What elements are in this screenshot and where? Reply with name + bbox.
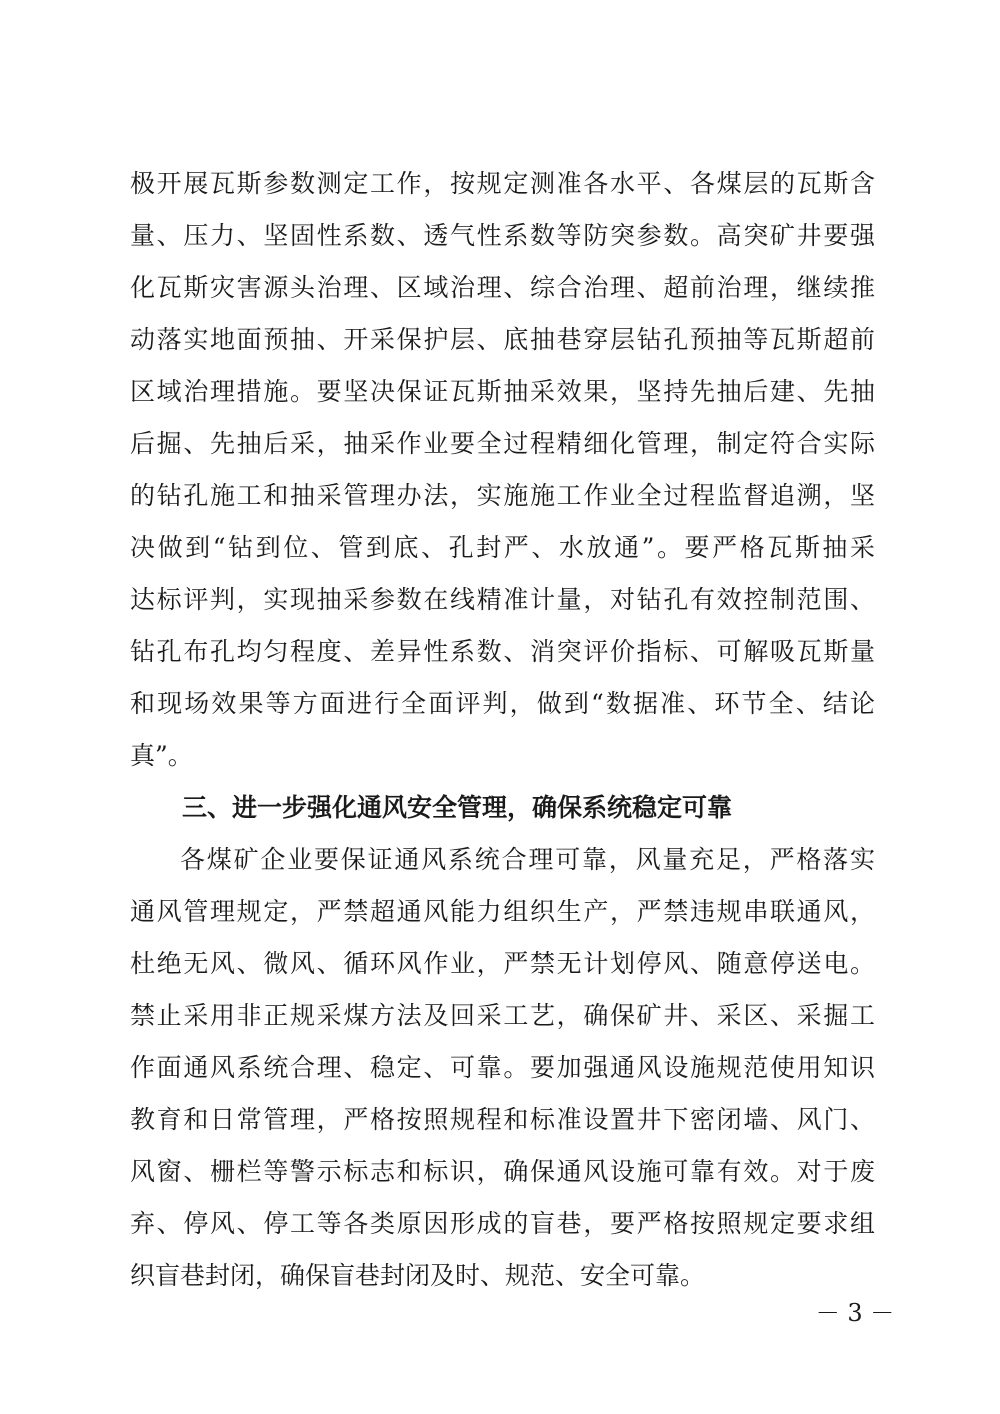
paragraph-line: 禁止采用非正规采煤方法及回采工艺，确保矿井、采区、采掘工 (130, 1001, 875, 1030)
paragraph-line: 织盲巷封闭，确保盲巷封闭及时、规范、安全可靠。 (130, 1261, 706, 1290)
paragraph-line: 弃、停风、停工等各类原因形成的盲巷，要严格按照规定要求组 (130, 1209, 875, 1238)
paragraph-line: 量、压力、坚固性系数、透气性系数等防突参数。高突矿井要强 (130, 221, 875, 250)
paragraph-line: 真”。 (130, 741, 193, 770)
paragraph-line: 通风管理规定，严禁超通风能力组织生产，严禁违规串联通风， (130, 897, 875, 926)
paragraph-line: 钻孔布孔均匀程度、差异性系数、消突评价指标、可解吸瓦斯量 (130, 637, 875, 666)
paragraph-line: 动落实地面预抽、开采保护层、底抽巷穿层钻孔预抽等瓦斯超前 (130, 325, 875, 354)
section-heading: 三、进一步强化通风安全管理，确保系统稳定可靠 (182, 793, 733, 822)
page-number: － 3 － (815, 1299, 895, 1327)
paragraph-line: 决做到“钻到位、管到底、孔封严、水放通”。要严格瓦斯抽采 (130, 533, 875, 562)
body-text (130, 158, 875, 1302)
paragraph-line: 风窗、栅栏等警示标志和标识，确保通风设施可靠有效。对于废 (130, 1157, 875, 1186)
paragraph-line: 杜绝无风、微风、循环风作业，严禁无计划停风、随意停送电。 (130, 949, 875, 978)
paragraph-line: 极开展瓦斯参数测定工作，按规定测准各水平、各煤层的瓦斯含 (130, 169, 875, 198)
paragraph-line: 达标评判，实现抽采参数在线精准计量，对钻孔有效控制范围、 (130, 585, 875, 614)
paragraph-line: 后掘、先抽后采，抽采作业要全过程精细化管理，制定符合实际 (130, 429, 875, 458)
paragraph-line: 和现场效果等方面进行全面评判，做到“数据准、环节全、结论 (130, 689, 875, 718)
paragraph-line: 区域治理措施。要坚决保证瓦斯抽采效果，坚持先抽后建、先抽 (130, 377, 875, 406)
paragraph-line: 各煤矿企业要保证通风系统合理可靠，风量充足，严格落实 (180, 845, 875, 874)
paragraph-line: 化瓦斯灾害源头治理、区域治理、综合治理、超前治理，继续推 (130, 273, 875, 302)
paragraph-line: 的钻孔施工和抽采管理办法，实施施工作业全过程监督追溯，坚 (130, 481, 875, 510)
paragraph-line: 作面通风系统合理、稳定、可靠。要加强通风设施规范使用知识 (130, 1053, 875, 1082)
paragraph-line: 教育和日常管理，严格按照规程和标准设置井下密闭墙、风门、 (130, 1105, 875, 1134)
